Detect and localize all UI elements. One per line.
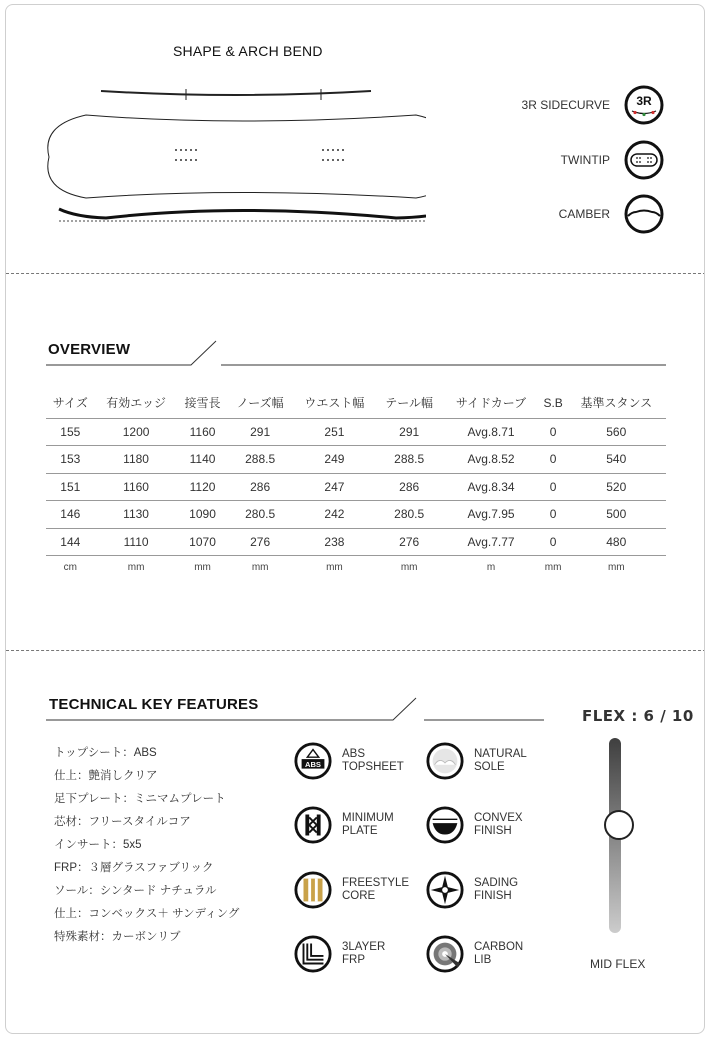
table-cell: 1070 [178, 528, 228, 556]
table-row [46, 418, 666, 446]
natural-sole-icon [426, 742, 464, 780]
freestyle-core-icon [294, 871, 332, 909]
table-row [46, 501, 666, 529]
table-cell: 0 [540, 473, 567, 501]
unit-cell: mm [544, 562, 562, 574]
table-cell: 249 [293, 446, 376, 474]
unit-cell: mm [194, 562, 211, 574]
carbon-lib-icon [426, 935, 464, 973]
shape-section-title: SHAPE & ARCH BEND [173, 43, 323, 59]
minimum-plate-icon [294, 806, 332, 844]
col-header: テール幅 [376, 388, 442, 418]
col-header: 接雪長 [178, 388, 228, 418]
table-cell: 0 [540, 446, 567, 474]
unit-cell: mm [400, 562, 418, 574]
sading-finish-icon [426, 871, 464, 909]
unit-cell: mm [326, 562, 343, 574]
table-cell: Avg.8.34 [442, 473, 539, 501]
board-shape-diagram [46, 85, 426, 230]
table-cell: 286 [376, 473, 442, 501]
table-cell: 291 [376, 418, 442, 446]
feature-natural-sole [426, 742, 527, 780]
feature-label: FINISH [474, 890, 512, 902]
table-cell: 560 [567, 418, 666, 446]
col-header: サイドカーブ [442, 388, 539, 418]
feature-label: 3LAYER [342, 941, 386, 953]
table-cell: 1130 [95, 501, 178, 529]
table-cell: 1200 [95, 418, 178, 446]
spec-line: ソール：シンタード ナチュラル [54, 885, 217, 897]
table-row [46, 473, 666, 501]
units-row [46, 556, 666, 580]
spec-line: 仕上：コンベックス＋ サンディング [54, 908, 240, 920]
table-cell: 238 [293, 528, 376, 556]
spec-line: 特殊素材：カーボンリブ [54, 931, 181, 943]
table-cell: 251 [293, 418, 376, 446]
flex-label: MID FLEX [590, 957, 646, 971]
table-cell: 1140 [178, 446, 228, 474]
feature-label: ABS [342, 748, 366, 760]
table-cell: 1180 [95, 446, 178, 474]
table-cell: 276 [376, 528, 442, 556]
col-header: S.B [540, 388, 567, 418]
table-cell: 242 [293, 501, 376, 529]
table-cell: 288.5 [228, 446, 293, 474]
feature-twintip [561, 140, 664, 180]
tech-features-title: TECHNICAL KEY FEATURES [49, 696, 259, 713]
spec-line: トップシート：ABS [54, 747, 157, 759]
feature-label: FREESTYLE [342, 877, 410, 889]
table-cell: 146 [46, 501, 95, 529]
spec-line: 足下プレート：ミニマムプレート [54, 793, 226, 805]
feature-label: FRP [342, 954, 365, 966]
section-divider [6, 273, 705, 274]
table-cell: 500 [567, 501, 666, 529]
spec-line: インサート：5x5 [54, 839, 142, 851]
section-divider [6, 650, 705, 651]
feature-label: LIB [474, 954, 492, 966]
table-cell: 1090 [178, 501, 228, 529]
table-cell: Avg.7.77 [442, 528, 539, 556]
feature-label: CONVEX [474, 812, 523, 824]
feature-freestyle-core [294, 871, 409, 909]
unit-cell: mm [607, 562, 625, 574]
table-cell: 144 [46, 528, 95, 556]
feature-label: TOPSHEET [342, 761, 404, 773]
table-row [46, 528, 666, 556]
table-cell: Avg.8.71 [442, 418, 539, 446]
feature-camber [559, 194, 664, 234]
feature-carbon-lib [426, 935, 523, 973]
unit-cell: m [486, 562, 496, 574]
table-cell: Avg.7.95 [442, 501, 539, 529]
table-cell: 247 [293, 473, 376, 501]
table-cell: 1110 [95, 528, 178, 556]
table-cell: 0 [540, 501, 567, 529]
feature-minimum-plate [294, 806, 394, 844]
table-cell: 280.5 [376, 501, 442, 529]
table-cell: Avg.8.52 [442, 446, 539, 474]
unit-cell: cm [63, 562, 77, 574]
feature-3r-sidecurve [522, 85, 664, 125]
tech-title-rule [46, 695, 546, 723]
col-header: サイズ [46, 388, 95, 418]
camber-icon [624, 194, 664, 234]
overview-title-rule [46, 337, 668, 367]
feature-label: MINIMUM [342, 812, 394, 824]
table-cell: 276 [228, 528, 293, 556]
feature-label: FINISH [474, 825, 512, 837]
spec-table [46, 388, 666, 580]
col-header: 基準スタンス [567, 388, 666, 418]
spec-line: 仕上：艶消しクリア [54, 770, 158, 782]
spec-line: 芯材：フリースタイルコア [54, 816, 191, 828]
feature-label: SOLE [474, 761, 505, 773]
overview-title: OVERVIEW [48, 341, 131, 358]
table-cell: 520 [567, 473, 666, 501]
3r-sidecurve-icon [624, 85, 664, 125]
table-cell: 291 [228, 418, 293, 446]
feature-label: CAMBER [558, 207, 610, 221]
feature-label: 3R SIDECURVE [521, 98, 610, 112]
col-header: 有効エッジ [95, 388, 178, 418]
table-row [46, 446, 666, 474]
col-header: ノーズ幅 [228, 388, 293, 418]
table-header-row [46, 388, 666, 418]
table-cell: 288.5 [376, 446, 442, 474]
feature-sading-finish [426, 871, 518, 909]
twintip-icon [624, 140, 664, 180]
unit-cell: mm [251, 562, 269, 574]
3r-badge-text: 3R [636, 94, 652, 108]
table-cell: 1160 [178, 418, 228, 446]
convex-finish-icon [426, 806, 464, 844]
table-cell: 1160 [95, 473, 178, 501]
table-cell: 155 [46, 418, 95, 446]
table-cell: 286 [228, 473, 293, 501]
table-cell: 480 [567, 528, 666, 556]
table-cell: 1120 [178, 473, 228, 501]
table-cell: 153 [46, 446, 95, 474]
abs-topsheet-icon [294, 742, 332, 780]
unit-cell: mm [127, 562, 145, 574]
table-cell: 0 [540, 528, 567, 556]
table-cell: 280.5 [228, 501, 293, 529]
table-cell: 540 [567, 446, 666, 474]
feature-label: PLATE [342, 825, 378, 837]
table-cell: 151 [46, 473, 95, 501]
col-header: ウエスト幅 [293, 388, 376, 418]
feature-label: NATURAL [474, 748, 527, 760]
feature-label: CARBON [474, 941, 524, 953]
flex-title: FLEX : 6 / 10 [582, 707, 694, 725]
product-spec-sheet [5, 4, 705, 1034]
spec-line: FRP：３層グラスファブリック [54, 862, 214, 874]
3layer-frp-icon [294, 935, 332, 973]
feature-label: SADING [474, 877, 519, 889]
feature-convex-finish [426, 806, 523, 844]
table-cell: 0 [540, 418, 567, 446]
feature-3layer-frp [294, 935, 385, 973]
feature-abs-topsheet [294, 742, 404, 780]
feature-label: CORE [342, 890, 376, 902]
feature-label: TWINTIP [560, 153, 610, 167]
abs-badge-text: ABS [304, 760, 322, 770]
flex-indicator [604, 810, 634, 840]
